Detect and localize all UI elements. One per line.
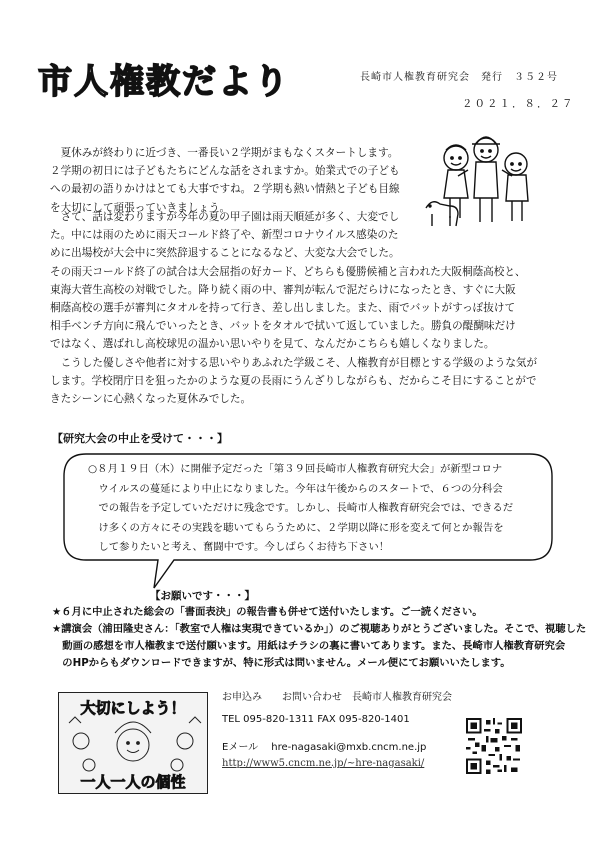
story-line: た。中には雨のために雨天コールド終了や、新型コロナウイルス感染のた — [50, 229, 399, 242]
request-item: のHPからもダウンロードできますが、特に形式は問いません。メール便にてお願いいたします。 — [52, 657, 511, 669]
story-line: こうした優しさや他者に対する思いやりあふれた学級こそ、人権教育が目標とする学級のような気が — [50, 356, 538, 369]
story-paragraph — [50, 208, 537, 408]
request-item: ★６月に中止された総会の「書面表決」の報告書も併せて送付いたします。ご一読ください。 — [52, 606, 483, 618]
qr-code — [466, 718, 522, 774]
story-line: 相手ベンチ方向に飛んでいったとき、バットをタオルで拭いて返していました。勝負の醍醐味だけ — [50, 320, 516, 333]
story-line: します。学校閉庁日を狙ったかのような夏の長雨にうんざりしながらも、だからこそ目にすることがで — [50, 374, 537, 387]
bubble-line: け多くの方々にその実践を聴いてもらうために、２学期以降に形を変えて何とか報告を — [88, 521, 504, 534]
bubble-line: での報告を予定していただけに残念です。しかし、長崎市人権教育研究会では、できるだ — [88, 502, 514, 514]
contact-heading: お申込み お問い合わせ 長崎市人権教育研究会 — [222, 692, 452, 703]
intro-line: を大切にして頑張っていきましょう。 — [50, 201, 231, 214]
bubble-line: ウイルスの蔓延により中止になりました。今年は午後からのスタートで、６つの分科会 — [88, 482, 503, 495]
bubble-line: ○８月１９日（木）に開催予定だった「第３９回長崎市人権教育研究大会」が新型コロナ — [88, 463, 503, 475]
poster-top-text: 大切にしよう！ — [80, 699, 186, 717]
contact-url[interactable]: http://www5.cncm.ne.jp/~hre-nagasaki/ — [222, 758, 425, 769]
contact-tel-fax: TEL 095-820-1311 FAX 095-820-1401 — [222, 714, 410, 725]
request-item: 動画の感想を市人権教まで送付願います。用紙はチラシの裏に書いてあります。また、長崎市人権教育研究会 — [52, 640, 566, 652]
masthead-title: 市人権教だより — [38, 62, 290, 102]
intro-line: 夏休みが終わりに近づき、一番長い２学期がまもなくスタートします。 — [50, 147, 399, 159]
contact-box — [222, 688, 484, 780]
story-line: 東海大菅生高校の対戦でした。降り続く雨の中、審判が転んで泥だらけになったとき、すぐに大阪 — [50, 283, 516, 296]
contact-email[interactable]: Eメール hre-nagasaki@mxb.cncm.ne.jp — [222, 742, 427, 753]
intro-line: への最初の語りかけはとても大事ですね。２学期も熱い情熱と子ども目線 — [50, 183, 400, 196]
story-line: きたシーンに心熱くなった夏休みでした。 — [50, 393, 252, 406]
issuer-line: 長崎市人権教育研究会 発行 ３５２号 — [360, 72, 558, 83]
section-heading: 【研究大会の中止を受けて・・・】 — [52, 432, 228, 445]
poster-bottom-text: 一人一人の個性 — [80, 773, 186, 791]
story-line: その雨天コールド終了の試合は大会屈指の好カード、どちらも優勝候補と言われた大阪桐蔭高校と、 — [50, 265, 526, 278]
intro-paragraph — [50, 144, 400, 217]
story-line: さて、話は変わりますが今年の夏の甲子園は雨天順延が多く、大変でし — [50, 211, 400, 223]
bubble-text — [88, 460, 513, 558]
individuality-poster — [58, 692, 208, 794]
requests-heading: 【お願いです・・・】 — [150, 590, 255, 602]
requests-list — [52, 604, 586, 672]
story-line: めに出場校が大会中に突然辞退することになるなど、大変な大会でした。 — [50, 247, 400, 260]
bubble-line: して参りたいと考え、奮闘中です。今しばらくお待ち下さい！ — [88, 541, 390, 553]
story-line: 桐蔭高校の選手が審判にタオルを持って行き、差し出しました。また、雨でバットがすっぽ抜けて — [50, 302, 516, 315]
intro-line: ２学期の初日には子どもたちにどんな話をされますか。始業式での子ども — [50, 165, 400, 178]
story-line: ではなく、選ばれし高校球児の温かい思いやりを見て、なんだかこちらも嬉しくなりました。 — [50, 338, 495, 351]
request-item: ★講演会（浦田隆史さん：「教室で人権は実現できているか」）のご視聴ありがとうございました。そこで、視聴した — [52, 623, 587, 635]
issue-date: ２０２１．８．２７ — [462, 98, 575, 110]
